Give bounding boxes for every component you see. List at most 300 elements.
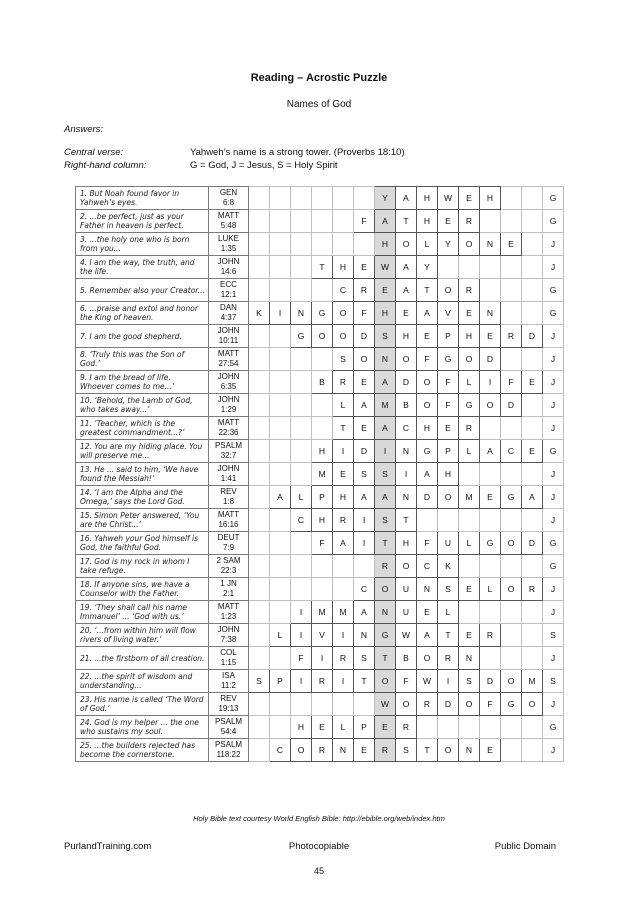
reference-verse: 2:1 [222, 589, 235, 598]
reference-book: REV [220, 694, 237, 703]
letter-cell: V [438, 302, 459, 325]
reference-verse: 32:7 [220, 451, 237, 460]
letter-cell [249, 440, 270, 463]
reference-book: 1 JN [220, 579, 237, 588]
letter-cell: K [438, 555, 459, 578]
letter-cell: O [522, 693, 543, 716]
letter-cell: E [480, 325, 501, 348]
letter-cell [249, 624, 270, 647]
answers-label: Answers: [64, 124, 104, 135]
puzzle-row [76, 348, 564, 371]
letter-cell: H [438, 463, 459, 486]
central-letter-cell: A [375, 371, 396, 394]
letter-cell: A [396, 279, 417, 302]
letter-cell: W [396, 624, 417, 647]
letter-cell [501, 279, 522, 302]
letter-cell: I [291, 670, 312, 693]
letter-cell: A [522, 486, 543, 509]
letter-cell: O [396, 348, 417, 371]
letter-cell: I [291, 624, 312, 647]
letter-cell: H [333, 256, 354, 279]
letter-cell [522, 739, 543, 762]
puzzle-row [76, 486, 564, 509]
letter-cell: O [417, 371, 438, 394]
letter-cell: E [438, 417, 459, 440]
letter-cell [522, 417, 543, 440]
page-subtitle: Names of God [286, 99, 352, 110]
letter-cell [501, 716, 522, 739]
central-letter-cell: I [375, 440, 396, 463]
letter-cell: H [312, 509, 333, 532]
reference-verse: 1:15 [220, 658, 237, 667]
letter-cell [459, 601, 480, 624]
letter-cell: A [417, 463, 438, 486]
puzzle-row [76, 624, 564, 647]
reference-verse: 54:4 [220, 727, 237, 736]
right-column-letter: J [543, 739, 564, 762]
letter-cell [333, 210, 354, 233]
reference-book: JOHN [217, 257, 240, 266]
letter-cell: T [354, 670, 375, 693]
letter-cell [270, 716, 291, 739]
letter-cell: I [312, 647, 333, 670]
letter-cell [333, 578, 354, 601]
letter-cell: E [354, 417, 375, 440]
central-letter-cell: W [375, 693, 396, 716]
scripture-reference [209, 233, 249, 256]
letter-cell: I [438, 670, 459, 693]
letter-cell: L [333, 394, 354, 417]
letter-cell [270, 187, 291, 210]
letter-cell: F [312, 532, 333, 555]
letter-cell: H [417, 210, 438, 233]
letter-cell [291, 440, 312, 463]
letter-cell [480, 279, 501, 302]
letter-cell: C [396, 417, 417, 440]
letter-cell: F [396, 670, 417, 693]
letter-cell [501, 509, 522, 532]
letter-cell: F [438, 394, 459, 417]
letter-cell [270, 440, 291, 463]
letter-cell [459, 716, 480, 739]
scripture-reference [209, 325, 249, 348]
letter-cell: U [396, 601, 417, 624]
letter-cell: E [459, 302, 480, 325]
letter-cell: C [501, 440, 522, 463]
letter-cell: T [417, 739, 438, 762]
letter-cell: M [312, 601, 333, 624]
reference-book: ECC [220, 280, 237, 289]
letter-cell: L [438, 601, 459, 624]
letter-cell: G [417, 440, 438, 463]
letter-cell [270, 555, 291, 578]
puzzle-row [76, 716, 564, 739]
reference-verse: 6:35 [220, 382, 237, 391]
letter-cell [249, 578, 270, 601]
right-column-letter: G [543, 716, 564, 739]
letter-cell: E [480, 739, 501, 762]
letter-cell [522, 647, 543, 670]
puzzle-row [76, 187, 564, 210]
letter-cell: E [438, 210, 459, 233]
reference-verse: 11:2 [221, 681, 236, 690]
letter-cell [270, 647, 291, 670]
letter-cell: G [480, 532, 501, 555]
right-column-letter: G [543, 210, 564, 233]
page-number: 45 [313, 866, 324, 876]
letter-cell [459, 256, 480, 279]
reference-book: MATT [217, 418, 240, 427]
letter-cell [312, 279, 333, 302]
letter-cell: Y [438, 233, 459, 256]
letter-cell: O [312, 325, 333, 348]
scripture-reference [209, 440, 249, 463]
letter-cell [291, 371, 312, 394]
letter-cell: D [501, 394, 522, 417]
letter-cell [522, 256, 543, 279]
letter-cell [459, 463, 480, 486]
reference-verse: 22:36 [218, 428, 239, 437]
letter-cell: D [354, 325, 375, 348]
clue-text: 23. His name is called ‘The Word of God.’ [76, 693, 209, 716]
letter-cell [438, 716, 459, 739]
letter-cell: E [417, 325, 438, 348]
puzzle-row [76, 555, 564, 578]
scripture-reference [209, 256, 249, 279]
scripture-reference [209, 279, 249, 302]
letter-cell: N [396, 486, 417, 509]
right-column-letter: J [543, 486, 564, 509]
letter-cell: R [438, 647, 459, 670]
central-letter-cell: R [375, 739, 396, 762]
letter-cell [249, 256, 270, 279]
letter-cell [501, 210, 522, 233]
puzzle-row [76, 394, 564, 417]
reference-verse: 6:8 [222, 198, 235, 207]
letter-cell: E [459, 187, 480, 210]
puzzle-row [76, 670, 564, 693]
clue-text: 2. ...be perfect, just as your Father in heaven is perfect. [76, 210, 209, 233]
reference-book: GEN [219, 188, 238, 197]
puzzle-row [76, 532, 564, 555]
letter-cell: R [312, 670, 333, 693]
letter-cell [522, 463, 543, 486]
letter-cell [312, 693, 333, 716]
puzzle-row [76, 578, 564, 601]
letter-cell [480, 647, 501, 670]
letter-cell: Y [417, 256, 438, 279]
letter-cell [249, 187, 270, 210]
letter-cell [480, 555, 501, 578]
letter-cell: N [396, 440, 417, 463]
scripture-reference [209, 187, 249, 210]
clue-text: 12. You are my hiding place. You will preserve me... [76, 440, 209, 463]
letter-cell [354, 187, 375, 210]
letter-cell: D [354, 440, 375, 463]
answer-label: Right-hand column: [64, 160, 147, 171]
letter-cell: H [396, 325, 417, 348]
clue-text: 22. ...the spirit of wisdom and understanding... [76, 670, 209, 693]
reference-book: COL [220, 648, 237, 657]
letter-cell: I [354, 532, 375, 555]
letter-cell: O [333, 325, 354, 348]
reference-book: REV [220, 487, 237, 496]
letter-cell [480, 509, 501, 532]
letter-cell [249, 739, 270, 762]
clue-text: 24. God is my helper ... the one who sustains my soul. [76, 716, 209, 739]
letter-cell [312, 394, 333, 417]
letter-cell [249, 509, 270, 532]
letter-cell [501, 739, 522, 762]
reference-verse: 1:35 [220, 244, 237, 253]
letter-cell [480, 417, 501, 440]
central-letter-cell: R [375, 555, 396, 578]
letter-cell: H [333, 486, 354, 509]
letter-cell: O [417, 647, 438, 670]
letter-cell [291, 417, 312, 440]
puzzle-row [76, 440, 564, 463]
letter-cell: R [417, 693, 438, 716]
letter-cell [249, 647, 270, 670]
letter-cell [522, 348, 543, 371]
letter-cell: R [396, 716, 417, 739]
letter-cell: R [459, 279, 480, 302]
puzzle-row [76, 371, 564, 394]
letter-cell: E [522, 371, 543, 394]
puzzle-row [76, 417, 564, 440]
central-letter-cell: N [375, 601, 396, 624]
clue-text: 1. But Noah found favor in Yahweh’s eyes. [76, 187, 209, 210]
reference-verse: 19:13 [218, 704, 239, 713]
clue-text: 14. ‘I am the Alpha and the Omega,’ says the Lord God. [76, 486, 209, 509]
letter-cell [270, 325, 291, 348]
clue-text: 5. Remember also your Creator... [76, 279, 209, 302]
letter-cell: R [522, 578, 543, 601]
letter-cell [291, 394, 312, 417]
right-column-letter: J [543, 233, 564, 256]
letter-cell [501, 601, 522, 624]
letter-cell: F [291, 647, 312, 670]
reference-book: PSALM [214, 717, 243, 726]
letter-cell [501, 302, 522, 325]
scripture-reference [209, 578, 249, 601]
letter-cell [291, 210, 312, 233]
letter-cell: D [522, 532, 543, 555]
letter-cell [438, 509, 459, 532]
letter-cell: U [438, 532, 459, 555]
central-letter-cell: O [375, 670, 396, 693]
letter-cell [291, 555, 312, 578]
scripture-reference [209, 739, 249, 762]
letter-cell: I [333, 670, 354, 693]
right-column-letter: J [543, 325, 564, 348]
letter-cell: R [501, 325, 522, 348]
letter-cell: N [291, 302, 312, 325]
clue-text: 8. ‘Truly this was the Son of God.’ [76, 348, 209, 371]
letter-cell [417, 716, 438, 739]
reference-verse: 10:11 [218, 336, 239, 345]
clue-text: 20. ‘...from within him will flow rivers of living water.’ [76, 624, 209, 647]
central-letter-cell: O [375, 578, 396, 601]
letter-cell: P [438, 325, 459, 348]
letter-cell [522, 233, 543, 256]
reference-verse: 16:16 [218, 520, 239, 529]
letter-cell: S [354, 647, 375, 670]
letter-cell: N [333, 739, 354, 762]
letter-cell [480, 716, 501, 739]
letter-cell: S [333, 348, 354, 371]
letter-cell [291, 463, 312, 486]
letter-cell: B [396, 394, 417, 417]
letter-cell: O [438, 739, 459, 762]
scripture-reference [209, 509, 249, 532]
footer-right: Public Domain [494, 841, 556, 852]
letter-cell: N [480, 233, 501, 256]
scripture-reference [209, 670, 249, 693]
answer-value: G = God, J = Jesus, S = Holy Spirit [190, 160, 338, 171]
letter-cell: T [312, 256, 333, 279]
reference-verse: 7:9 [222, 543, 235, 552]
letter-cell [501, 647, 522, 670]
puzzle-row [76, 302, 564, 325]
letter-cell: O [291, 739, 312, 762]
letter-cell [501, 624, 522, 647]
reference-book: MATT [217, 510, 240, 519]
letter-cell: O [501, 532, 522, 555]
central-letter-cell: Y [375, 187, 396, 210]
letter-cell: A [354, 394, 375, 417]
letter-cell: E [417, 601, 438, 624]
letter-cell [291, 578, 312, 601]
puzzle-row [76, 210, 564, 233]
letter-cell: O [396, 233, 417, 256]
letter-cell [270, 348, 291, 371]
letter-cell [522, 302, 543, 325]
scripture-reference [209, 601, 249, 624]
letter-cell [270, 509, 291, 532]
letter-cell: S [249, 670, 270, 693]
letter-cell [354, 693, 375, 716]
letter-cell [522, 187, 543, 210]
reference-verse: 1:29 [220, 405, 237, 414]
letter-cell: E [459, 624, 480, 647]
reference-book: MATT [217, 349, 240, 358]
reference-verse: 5:48 [220, 221, 237, 230]
letter-cell: R [354, 279, 375, 302]
letter-cell: D [438, 693, 459, 716]
reference-verse: 7:38 [220, 635, 237, 644]
letter-cell: L [459, 371, 480, 394]
letter-cell [291, 532, 312, 555]
footer-left: PurlandTraining.com [64, 841, 152, 852]
puzzle-row [76, 647, 564, 670]
letter-cell: I [333, 440, 354, 463]
letter-cell [438, 256, 459, 279]
reference-book: JOHN [217, 372, 240, 381]
clue-text: 25. ...the builders rejected has become the cornerstone. [76, 739, 209, 762]
letter-cell: A [480, 440, 501, 463]
letter-cell: D [417, 486, 438, 509]
letter-cell [459, 509, 480, 532]
puzzle-row [76, 279, 564, 302]
letter-cell: I [354, 509, 375, 532]
letter-cell: C [417, 555, 438, 578]
letter-cell: E [354, 256, 375, 279]
central-letter-cell: W [375, 256, 396, 279]
letter-cell: B [396, 647, 417, 670]
scripture-reference [209, 417, 249, 440]
letter-cell: E [501, 233, 522, 256]
letter-cell [522, 210, 543, 233]
letter-cell: M [459, 486, 480, 509]
right-column-letter: G [543, 555, 564, 578]
letter-cell: N [354, 624, 375, 647]
letter-cell [249, 555, 270, 578]
letter-cell [249, 233, 270, 256]
letter-cell: R [333, 371, 354, 394]
letter-cell: D [396, 371, 417, 394]
letter-cell: G [501, 693, 522, 716]
letter-cell [270, 371, 291, 394]
letter-cell [270, 256, 291, 279]
letter-cell: D [480, 348, 501, 371]
letter-cell: I [396, 463, 417, 486]
letter-cell: O [438, 279, 459, 302]
letter-cell: O [501, 670, 522, 693]
letter-cell: P [354, 716, 375, 739]
letter-cell [249, 463, 270, 486]
letter-cell [270, 233, 291, 256]
letter-cell: F [438, 371, 459, 394]
reference-book: LUKE [218, 234, 239, 243]
letter-cell [291, 256, 312, 279]
letter-cell [333, 233, 354, 256]
reference-verse: 12:1 [220, 290, 237, 299]
right-column-letter: J [543, 417, 564, 440]
clue-text: 21. ...the firstborn of all creation. [76, 647, 209, 670]
letter-cell: G [459, 394, 480, 417]
letter-cell: I [480, 371, 501, 394]
clue-text: 19. ‘They shall call his name Immanuel’ ... ‘God with us.’ [76, 601, 209, 624]
scripture-reference [209, 371, 249, 394]
right-column-letter: S [543, 624, 564, 647]
letter-cell: H [312, 440, 333, 463]
letter-cell: F [354, 302, 375, 325]
reference-book: MATT [217, 602, 240, 611]
letter-cell [522, 555, 543, 578]
letter-cell: B [312, 371, 333, 394]
letter-cell: G [438, 348, 459, 371]
letter-cell [249, 532, 270, 555]
letter-cell: L [333, 716, 354, 739]
letter-cell [501, 348, 522, 371]
clue-text: 18. If anyone sins, we have a Counselor with the Father. [76, 578, 209, 601]
letter-cell: R [312, 739, 333, 762]
letter-cell [333, 555, 354, 578]
right-column-letter: J [543, 578, 564, 601]
letter-cell: L [270, 624, 291, 647]
reference-verse: 14:6 [220, 267, 237, 276]
letter-cell [501, 417, 522, 440]
letter-cell: T [438, 624, 459, 647]
letter-cell: R [459, 210, 480, 233]
scripture-reference [209, 210, 249, 233]
clue-text: 11. ‘Teacher, which is the greatest commandment...?’ [76, 417, 209, 440]
puzzle-row [76, 601, 564, 624]
letter-cell: F [354, 210, 375, 233]
reference-book: PSALM [214, 441, 243, 450]
letter-cell [249, 394, 270, 417]
